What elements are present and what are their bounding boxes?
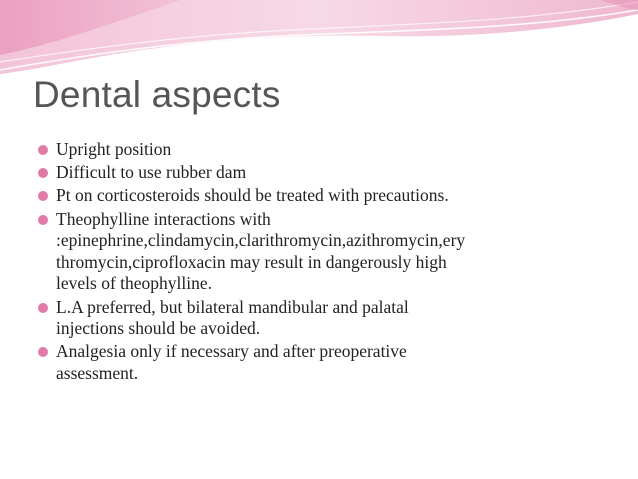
decorative-wave-header (0, 0, 638, 80)
bullet-line: injections should be avoided. (56, 318, 261, 339)
bullet-list (36, 139, 611, 386)
bullet-line: Analgesia only if necessary and after preoperative (56, 341, 407, 362)
bullet-line: Upright position (56, 139, 172, 159)
bullet-item (36, 139, 611, 161)
bullet-line: levels of theophylline. (56, 273, 213, 294)
bullet-line: Difficult to use rubber dam (56, 162, 247, 183)
bullet-line: Theophylline interactions with (56, 208, 271, 229)
bullet-line: assessment. (56, 362, 139, 383)
bullet-item (36, 341, 611, 384)
slide-title: Dental aspects (33, 74, 281, 115)
bullet-line: Pt on corticosteroids should be treated with precautions. (56, 185, 449, 206)
bullet-line: L.A preferred, but bilateral mandibular and palatal (56, 296, 409, 317)
bullet-line: :epinephrine,clindamycin,clarithromycin,azithromycin,ery (56, 230, 466, 251)
bullet-item (36, 209, 611, 295)
bullet-item (36, 297, 611, 340)
bullet-item (36, 162, 611, 184)
bullet-line: thromycin,ciprofloxacin may result in dangerously high (56, 251, 447, 272)
bullet-item (36, 185, 611, 207)
